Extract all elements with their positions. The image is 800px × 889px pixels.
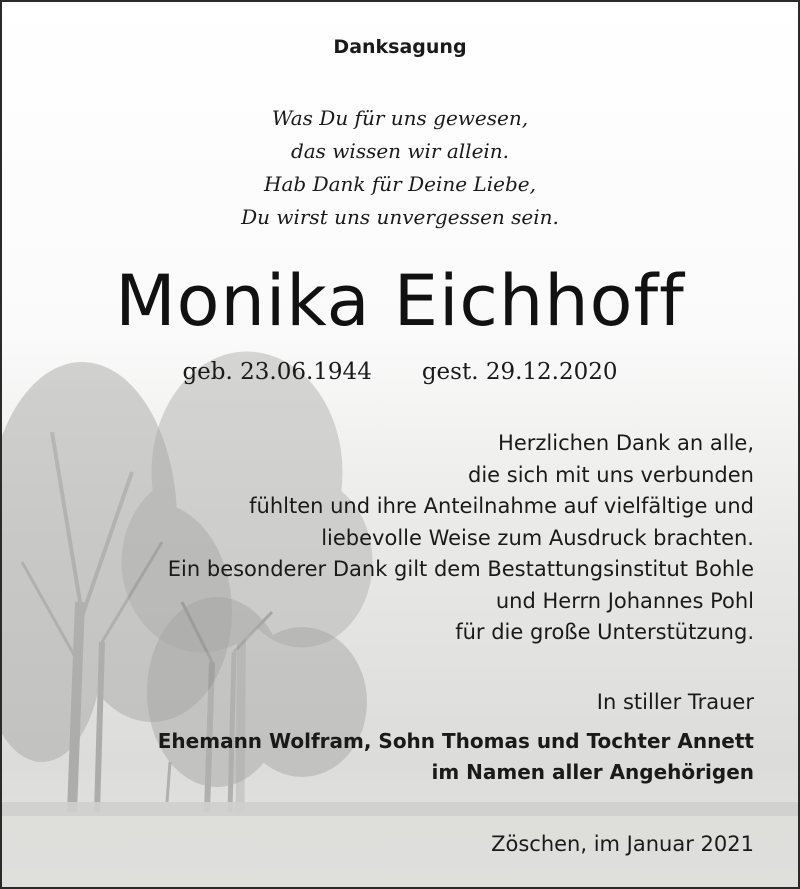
place-date: Zöschen, im Januar 2021 bbox=[491, 832, 754, 856]
mourning-label: In stiller Trauer bbox=[596, 690, 754, 714]
thanks-text bbox=[168, 428, 754, 649]
mourners-line: im Namen aller Angehörigen bbox=[431, 760, 754, 784]
thanks-line: für die große Unterstützung. bbox=[455, 620, 754, 644]
life-dates bbox=[2, 359, 798, 385]
mourners-line: Ehemann Wolfram, Sohn Thomas und Tochter Annett bbox=[157, 729, 754, 753]
poem-line: Du wirst uns unvergessen sein. bbox=[241, 205, 559, 229]
poem-line: Was Du für uns gewesen, bbox=[271, 106, 529, 130]
thanks-line: die sich mit uns verbunden bbox=[468, 462, 754, 487]
thanks-line: fühlten und ihre Anteilnahme auf vielfältige und bbox=[249, 494, 754, 518]
thanks-line: liebevolle Weise zum Ausdruck brachten. bbox=[321, 525, 754, 550]
mourners bbox=[158, 726, 754, 788]
birth-date: geb. 23.06.1944 bbox=[182, 359, 372, 385]
heading: Danksagung bbox=[333, 36, 467, 58]
death-date: gest. 29.12.2020 bbox=[421, 359, 618, 385]
thanks-line: und Herrn Johannes Pohl bbox=[495, 588, 754, 613]
poem bbox=[2, 102, 798, 234]
poem-line: Hab Dank für Deine Liebe, bbox=[264, 172, 536, 196]
thanks-line: Herzlichen Dank an alle, bbox=[498, 431, 754, 455]
deceased-name: Monika Eichhoff bbox=[115, 260, 685, 342]
poem-line: das wissen wir allein. bbox=[290, 139, 510, 163]
thanks-line: Ein besonderer Dank gilt dem Bestattungsinstitut Bohle bbox=[167, 557, 754, 581]
